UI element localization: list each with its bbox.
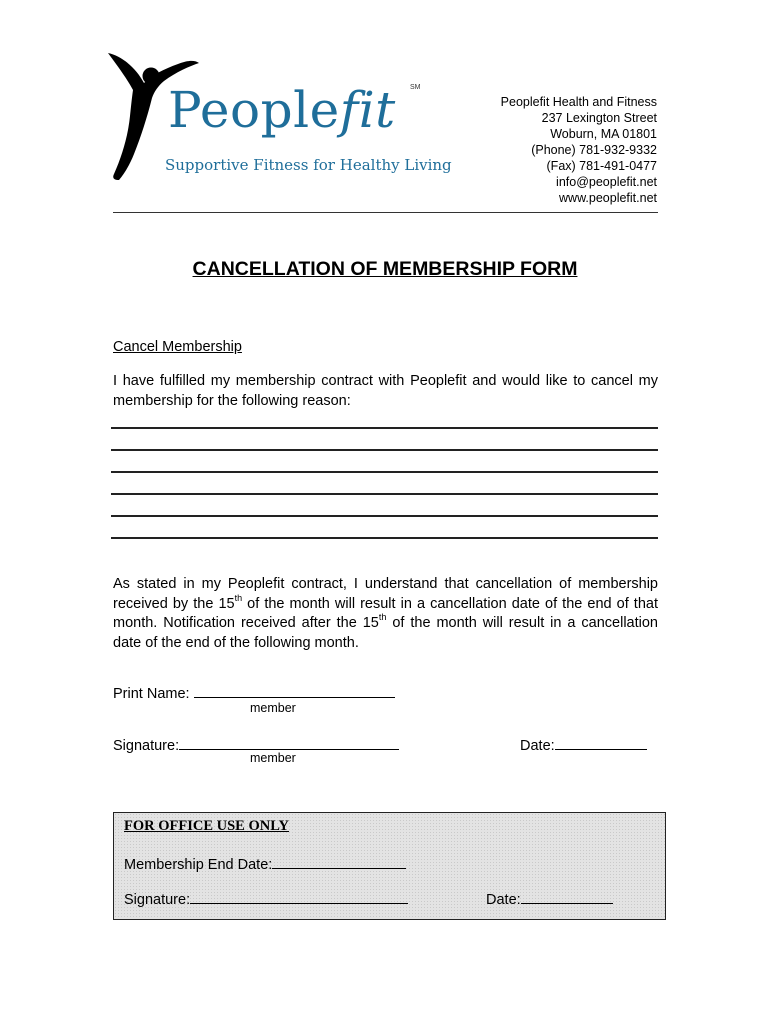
address-line-fax: (Fax) 781-491-0477: [546, 159, 657, 173]
office-use-title: FOR OFFICE USE ONLY: [124, 818, 290, 834]
print-name-input[interactable]: [194, 683, 395, 698]
address-line-company: Peoplefit Health and Fitness: [500, 95, 657, 109]
signature-sublabel: member: [250, 751, 296, 765]
address-line-email: info@peoplefit.net: [556, 175, 657, 189]
date-label: Date:: [520, 738, 555, 754]
signature-input[interactable]: [179, 735, 399, 750]
office-date-field: [486, 889, 613, 908]
membership-end-date-label: Membership End Date:: [124, 857, 273, 873]
membership-end-date-field: [124, 854, 406, 873]
address-line-street: 237 Lexington Street: [541, 111, 657, 125]
service-mark: SM: [410, 84, 421, 91]
contact-address-block: [501, 94, 657, 206]
brand-italic: fit: [339, 81, 396, 139]
reason-line[interactable]: [111, 515, 658, 517]
intro-paragraph: I have fulfilled my membership contract with Peoplefit and would like to cancel my membership for the following reason:: [113, 373, 658, 409]
date-input[interactable]: [555, 735, 647, 750]
print-name-field: [113, 683, 395, 702]
signature-label: Signature:: [113, 738, 180, 754]
membership-end-date-input[interactable]: [272, 854, 406, 869]
form-title: CANCELLATION OF MEMBERSHIP FORM: [192, 258, 578, 280]
office-date-label: Date:: [486, 892, 521, 908]
header-divider: [113, 212, 658, 213]
reason-line[interactable]: [111, 427, 658, 429]
reason-line[interactable]: [111, 493, 658, 495]
address-line-city: Woburn, MA 01801: [550, 127, 657, 141]
reason-line[interactable]: [111, 537, 658, 539]
date-field: [520, 735, 647, 754]
print-name-label: Print Name:: [113, 686, 190, 702]
office-date-input[interactable]: [521, 889, 613, 904]
print-name-sublabel: member: [250, 701, 296, 715]
reason-line[interactable]: [111, 471, 658, 473]
address-line-phone: (Phone) 781-932-9332: [531, 143, 657, 157]
reason-line[interactable]: [111, 449, 658, 451]
office-signature-input[interactable]: [190, 889, 408, 904]
office-signature-label: Signature:: [124, 892, 191, 908]
address-line-website: www.peoplefit.net: [559, 191, 657, 205]
brand-plain: People: [168, 81, 340, 139]
section-heading: Cancel Membership: [113, 339, 242, 355]
office-signature-field: [124, 889, 408, 908]
brand-wordmark: [168, 80, 396, 140]
policy-paragraph: As stated in my Peoplefit contract, I understand that cancellation of membership received by the 15th of the month will result in a cancellation date of the end of that month. Notification received after the 15th of the month will result in a cancellation date of the end of the following month.: [113, 576, 658, 651]
brand-tagline: Supportive Fitness for Healthy Living: [165, 156, 452, 174]
